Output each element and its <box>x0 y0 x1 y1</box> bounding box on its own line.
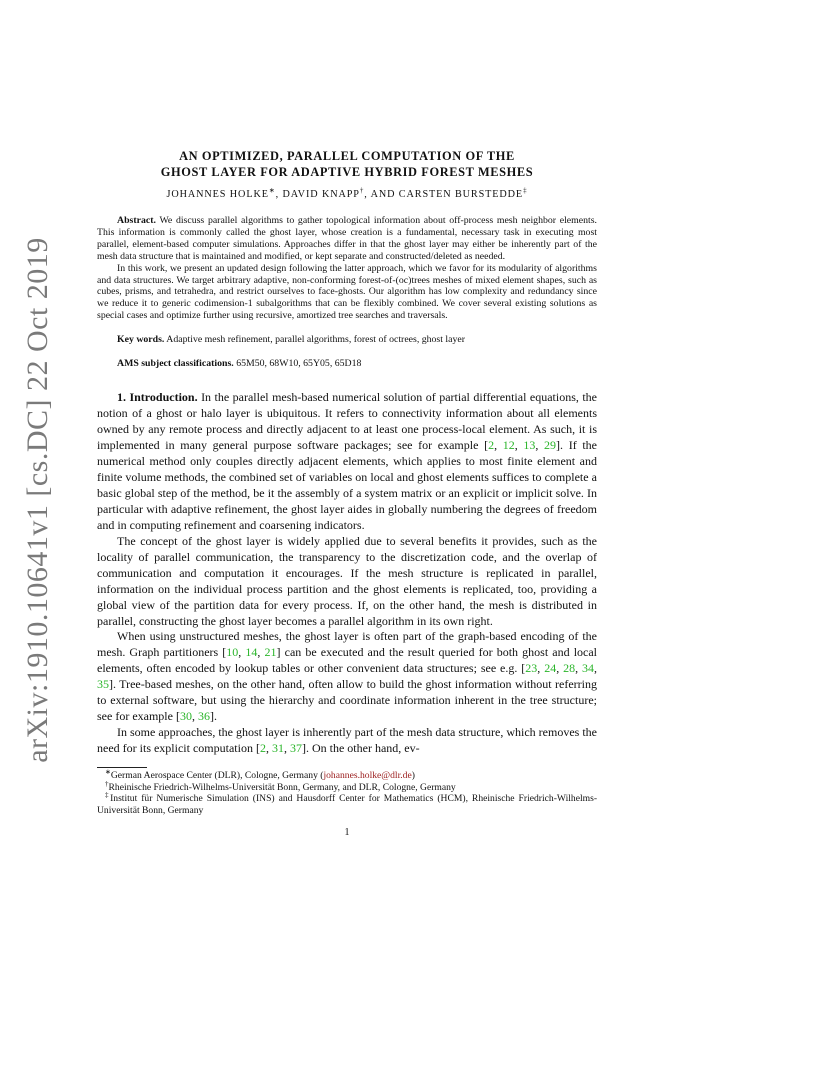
citation-link[interactable]: 37 <box>289 741 302 756</box>
footnote-2 <box>97 779 597 794</box>
ams-text: 65M50, 68W10, 65Y05, 65D18 <box>236 358 362 370</box>
citation-link[interactable]: 2 <box>259 741 266 756</box>
author-list <box>97 186 597 200</box>
footnote-text: Rheinische Friedrich-Wilhelms-Universität Bonn, Germany, and DLR, Cologne, Germany <box>108 781 456 793</box>
section-heading: 1. Introduction. <box>117 390 198 405</box>
paper-page <box>97 148 597 838</box>
intro-text: ]. If the numerical method only couples directly adjacent elements, which applies to most finite element and finite volume methods, the combined set of variables on local and ghost elements suffices to complete a basic global step of the method, be it the assembly of a system matrix or an explicit or implicit solve. In particular with adaptive refinement, the ghost layer aides in globally numbering the degrees of freedom and in computing refinement and coarsening indicators. <box>97 438 598 532</box>
author-mark-3: ‡ <box>523 186 528 195</box>
author-holke: JOHANNES HOLKE <box>166 189 269 200</box>
citation-link[interactable]: 21 <box>264 645 277 660</box>
citation-link[interactable]: 30 <box>179 709 192 724</box>
intro-paragraph-2: The concept of the ghost layer is widely applied due to several benefits it provides, such as the locality of parallel communication, the transparency to the discretization code, and the overlap of communication and computation it encourages. If the mesh structure is replicated in parallel, information on the individual process partition and the ghost elements is replicated, too, providing a global view of the partition data for every process. If, on the other hand, the mesh is distributed in parallel, constructing the ghost layer becomes a parallel algorithm in its own right. <box>97 533 597 628</box>
page-number: 1 <box>344 827 350 839</box>
footnote-mark-2: † <box>105 779 109 788</box>
title-line-1: AN OPTIMIZED, PARALLEL COMPUTATION OF THE <box>179 149 515 163</box>
author-burstedde: , AND CARSTEN BURSTEDDE <box>364 189 524 200</box>
intro-paragraph-3: When using unstructured meshes, the ghost layer is often part of the graph-based encoding of the mesh. Graph partitioners [10, 14, 21] can be executed and the result queried for both ghost and local elements, often encoded by lookup tables or other convenient data structures; see e.g. [23, 24, 28, 34, 35]. Tree-based meshes, on the other hand, often allow to build the ghost information without referring to external software, but using the hierarchy and coordinate information inherent in the tree structure; see for example [30, 36]. <box>97 629 598 724</box>
citation-link[interactable]: 10 <box>226 645 239 660</box>
intro-text: ]. <box>209 709 217 724</box>
citation-link[interactable]: 29 <box>544 438 557 453</box>
abstract-label: Abstract. <box>117 215 156 226</box>
citation-link[interactable]: 31 <box>271 741 284 756</box>
author-mark-1: ∗ <box>268 186 276 195</box>
abstract <box>97 215 597 322</box>
abstract-paragraph-2: In this work, we present an updated design following the latter approach, which we favor for its modularity of algorithms and data structures. We target arbitrary adaptive, non-conforming forest-of-(oc)trees meshes of mixed element shapes, such as cubes, prisms, and tetrahedra, and restrict ourselves to face-ghosts. Our algorithm has low complexity and redundancy since we reduce it to generic codimension-1 subalgorithms that can be flexibly combined. We cover several existing solutions as special cases and optimize further using recursive, amortized tree searches and traversals. <box>97 262 597 322</box>
abstract-text-1: We discuss parallel algorithms to gather topological information about off-process mesh neighbor elements. This information is commonly called the ghost layer, whose creation is a fundamental, necessary task in executing most parallel, element-based computer simulations. Approaches differ in that the ghost layer may either be inherently part of the mesh data structure that is maintained and modified, or kept separate and constructed/deleted as needed. <box>97 215 598 262</box>
citation-link[interactable]: 12 <box>502 438 515 453</box>
citation-link[interactable]: 2 <box>488 438 495 453</box>
intro-paragraph-4: In some approaches, the ghost layer is inherently part of the mesh data structure, which removes the need for its explicit computation [2, 31, 37]. On the other hand, ev- <box>97 725 597 756</box>
title-line-2: GHOST LAYER FOR ADAPTIVE HYBRID FOREST MESHES <box>160 165 534 179</box>
paper-title <box>97 148 597 180</box>
citation-link[interactable]: 14 <box>245 645 258 660</box>
intro-text: ] can be executed and the result queried for both ghost and local elements, often encoded by lookup tables or other convenient data structures; see e.g. [ <box>97 645 598 676</box>
footnote-text: ) <box>411 770 415 782</box>
email-link[interactable]: johannes.holke@dlr.de <box>323 770 412 782</box>
intro-text: ]. Tree-based meshes, on the other hand, often allow to build the ghost information without referring to external software, but using the hierarchy and coordinate information inherent in the tree structure; see for example [ <box>97 677 597 724</box>
citation-link[interactable]: 23 <box>525 661 538 676</box>
introduction-section <box>97 390 597 757</box>
citation-link[interactable]: 13 <box>523 438 536 453</box>
author-mark-2: † <box>359 186 365 195</box>
footnote-mark-3: ‡ <box>105 791 111 800</box>
intro-paragraph-1: 1. Introduction. In the parallel mesh-based numerical solution of partial differential equations, the notion of a ghost or halo layer is ubiquitous. It refers to connectivity information about all elements owned by any remote process and directly adjacent to at least one process-local element. As such, it is implemented in many general purpose software packages; see for example [2, 12, 13, 29]. If the numerical method only couples directly adjacent elements, which applies to most finite element and finite volume methods, the combined set of variables on local and ghost elements suffices to complete a basic global step of the method, be it the assembly of a system matrix or an explicit or implicit solve. In particular with adaptive refinement, the ghost layer aides in globally numbering the degrees of freedom and in computing refinement and coarsening indicators. <box>97 390 598 532</box>
footnote-1 <box>97 767 597 782</box>
ams-label: AMS subject classifications. <box>117 358 234 370</box>
footnotes <box>97 767 598 816</box>
intro-text: When using unstructured meshes, the ghost layer is often part of the graph-based encoding of the mesh. Graph partitioners [ <box>97 629 597 660</box>
keywords-label: Key words. <box>117 334 165 346</box>
arxiv-identifier: arXiv:1910.10641v1 [cs.DC] 22 Oct 2019 <box>21 237 54 763</box>
intro-text: ]. On the other hand, ev- <box>301 741 420 756</box>
citation-link[interactable]: 28 <box>563 661 576 676</box>
arxiv-sidebar <box>8 237 68 763</box>
footnote-text: Institut für Numerische Simulation (INS) and Hausdorff Center for Mathematics (HCM), Rheinische Friedrich-Wilhelms-Universität Bonn, Germany <box>97 793 598 816</box>
footnote-3 <box>97 793 597 816</box>
keywords-text: Adaptive mesh refinement, parallel algorithms, forest of octrees, ghost layer <box>166 334 465 346</box>
intro-text: In the parallel mesh-based numerical solution of partial differential equations, the notion of a ghost or halo layer is ubiquitous. It refers to connectivity information about all elements owned by any remote process and directly adjacent to at least one process-local element. As such, it is implemented in many general purpose software packages; see for example [ <box>97 390 597 453</box>
citation-link[interactable]: 35 <box>97 677 109 692</box>
citation-link[interactable]: 36 <box>197 709 210 724</box>
citation-link[interactable]: 24 <box>544 661 557 676</box>
intro-text: In some approaches, the ghost layer is inherently part of the mesh data structure, which removes the need for its explicit computation [ <box>97 725 597 756</box>
footnote-text: German Aerospace Center (DLR), Cologne, Germany ( <box>110 770 324 782</box>
ams-classifications <box>97 358 597 370</box>
abstract-paragraph-1 <box>97 215 597 263</box>
footnote-mark-1: ∗ <box>105 767 111 776</box>
citation-link[interactable]: 34 <box>582 661 594 676</box>
author-knapp: , DAVID KNAPP <box>275 189 360 200</box>
keywords <box>97 334 597 346</box>
